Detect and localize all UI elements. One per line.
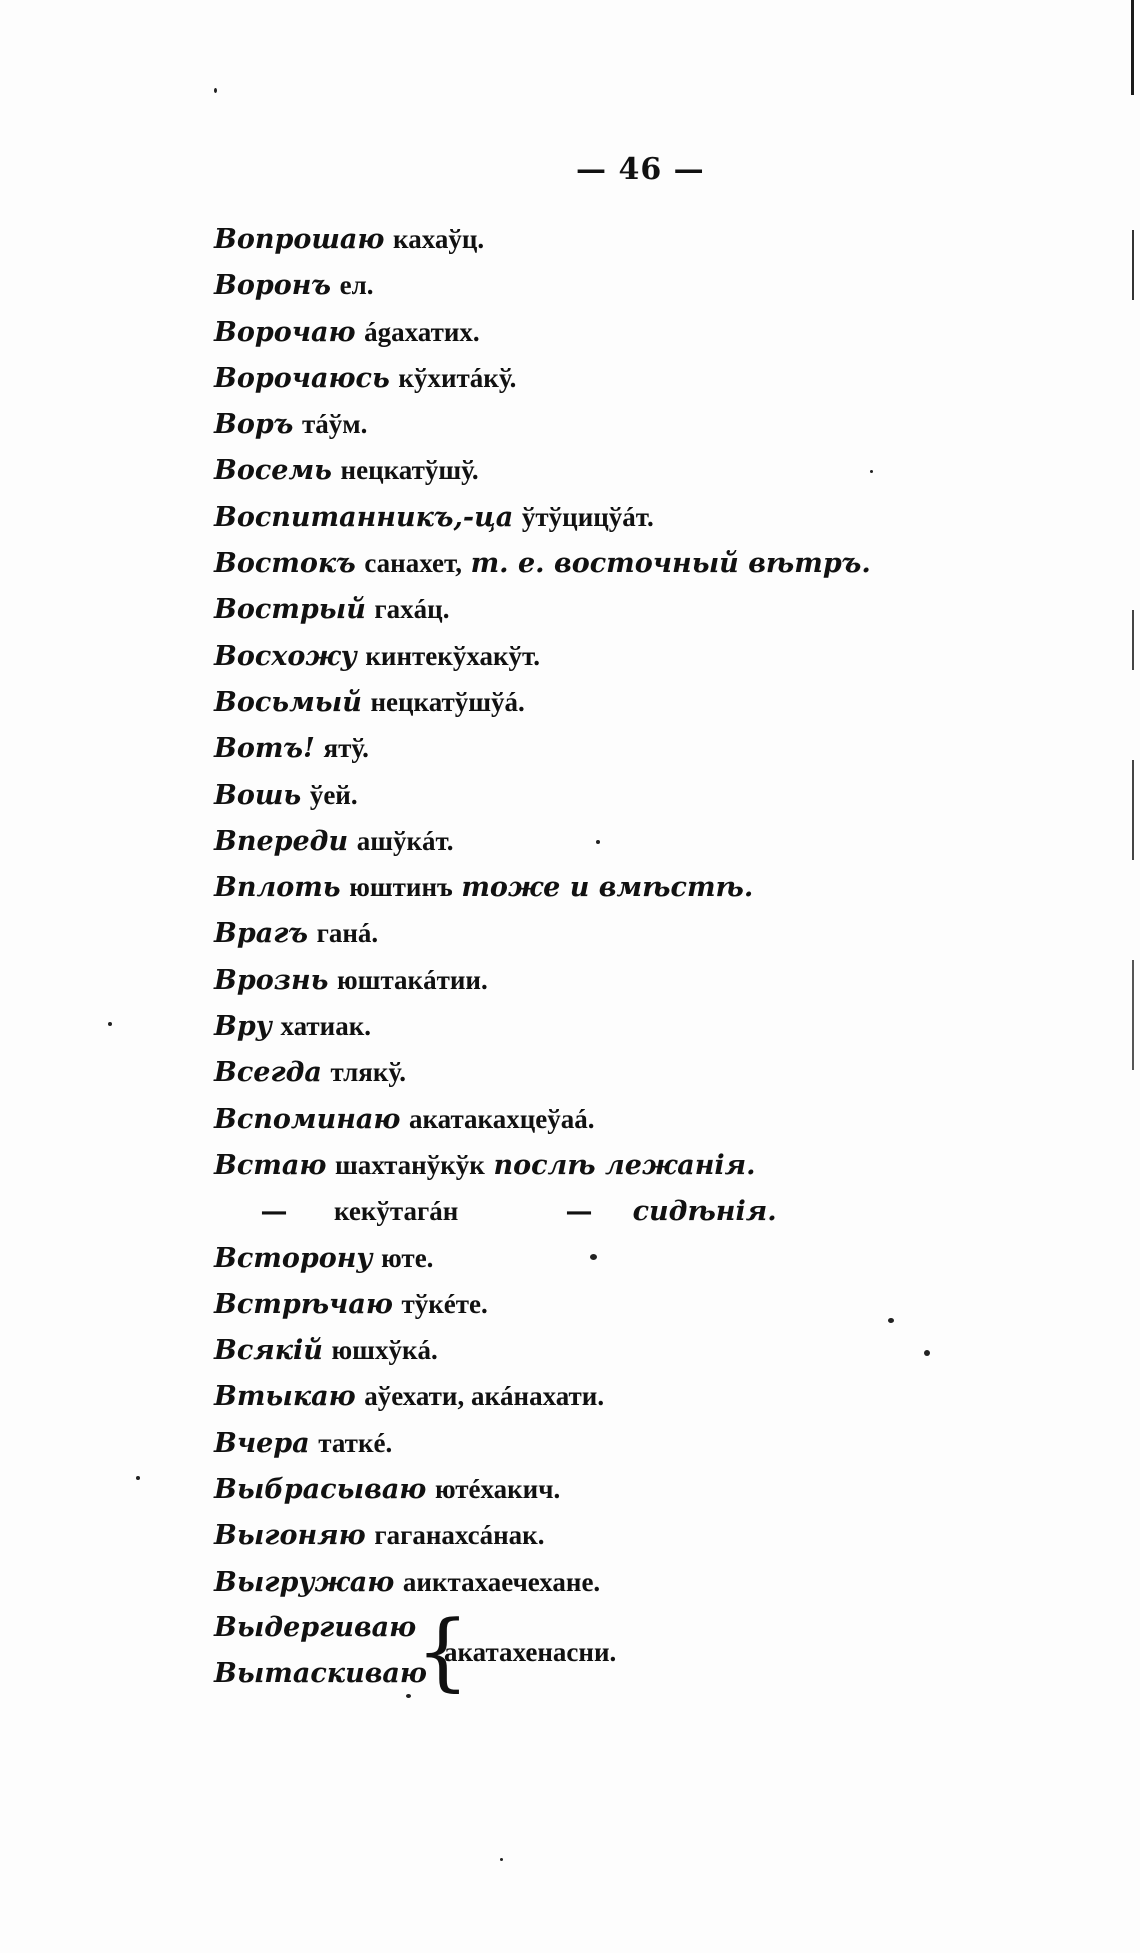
entry-headword: Выбрасываю [214,1474,427,1506]
scan-speck [406,1694,411,1698]
scan-speck [108,1022,112,1026]
entry-note: т. е. восточный вѣтръ. [470,548,871,580]
scan-edge-line [1132,610,1134,670]
dictionary-entry [214,1096,1074,1142]
entry-headword: Востокъ [214,548,356,580]
dictionary-entry [214,679,1074,725]
entry-translation: акатахенасни. [444,1636,617,1667]
page-number: — 46 — [576,152,705,187]
continuation-entry [214,1188,1074,1234]
scan-speck [888,1318,894,1323]
dictionary-entry [214,1142,1074,1188]
dictionary-entry [214,910,1074,956]
dictionary-entry [214,447,1074,493]
dictionary-entries [214,216,1074,1701]
entry-headword: Врознь [214,964,329,996]
dictionary-entry [214,957,1074,1003]
entry-headword: Встаю [214,1149,327,1181]
dictionary-entry [214,586,1074,632]
curly-brace: { [416,1601,470,1700]
dictionary-entry [214,401,1074,447]
entry-headword: Вошь [214,779,302,811]
entry-headword: Ворочаюсь [214,362,390,394]
entry-translation: гаганахсáнак. [374,1520,545,1551]
dictionary-entry [214,216,1074,262]
entry-translation: юшхўкá. [331,1335,438,1366]
entry-translation: кахаўц. [393,224,485,254]
entry-translation: акатакахцеўаá. [409,1103,595,1134]
entry-translation: таткé. [318,1427,393,1458]
dictionary-entry [214,725,1074,771]
scan-edge-line [1132,760,1134,860]
scan-edge-line [1131,0,1134,95]
dictionary-entry [214,1512,1074,1558]
dictionary-entry [214,355,1074,401]
dictionary-entry [214,1049,1074,1095]
dictionary-entry [214,1466,1074,1512]
entry-translation: кинтекўхакўт. [365,640,541,671]
entry-headword: Ворочаю [214,316,356,348]
scan-speck [924,1350,930,1356]
dictionary-entry [214,1281,1074,1327]
entry-translation: ятў. [323,733,369,764]
entry-translation: ганá. [316,918,379,949]
dictionary-entry [214,772,1074,818]
dictionary-entry [214,309,1074,355]
entry-headword: Встрѣчаю [214,1288,393,1320]
entry-translation: кекўтагáн [334,1196,459,1227]
entry-headword: Вспоминаю [214,1103,401,1135]
scan-speck [870,470,873,473]
entry-translation: гахáц. [374,594,450,625]
dictionary-entry [214,494,1074,540]
entry-headword: Втыкаю [214,1381,356,1413]
entry-headword: Восхожу [214,640,357,672]
entry-headword: Всторону [214,1242,373,1274]
scan-speck [590,1254,597,1260]
entry-note: тоже и вмѣстѣ. [461,872,754,904]
brace-entry-group [214,1601,1074,1701]
ditto-dash: — [260,1196,288,1228]
entry-translation: ágaхатих. [364,316,480,347]
entry-translation: шахтанўкўк [334,1149,485,1180]
entry-headword: Воръ [214,409,294,441]
entry-headword: Воронъ [214,270,332,302]
entry-headword: Вытаскиваю [214,1657,427,1689]
entry-translation: тáўм. [301,409,368,440]
dictionary-entry [214,864,1074,910]
entry-translation: ўтўцицўáт. [521,501,654,532]
entry-headword: Впереди [214,825,349,857]
entry-translation: хатиак. [280,1011,372,1042]
entry-translation: тлякў. [330,1057,406,1088]
entry-translation: тўкéте. [401,1288,488,1319]
entry-headword: Вчера [214,1427,310,1459]
entry-translation: аиктахаечехане. [402,1566,601,1597]
scan-speck [136,1476,140,1480]
entry-translation: санахет, [364,548,463,579]
scan-edge-line [1132,960,1134,1070]
scan-edge-line [1132,230,1134,300]
entry-headword: Всегда [214,1057,322,1089]
entry-translation: юштинъ [349,872,453,903]
entry-translation: кўхитáкў. [398,362,517,393]
entry-headword: Вплоть [214,872,341,904]
entry-headword: Восемь [214,455,332,487]
entry-headword: Выдергиваю [214,1611,417,1643]
entry-note: послѣ лежанія. [493,1149,756,1181]
entry-translation: ютéхакич. [434,1474,561,1505]
scan-speck [214,88,217,93]
dictionary-entry [214,633,1074,679]
dictionary-entry [214,262,1074,308]
entry-headword: Воспитанникъ,-ца [214,501,514,533]
entry-headword: Восьмый [214,686,362,718]
scan-speck [596,840,600,844]
dictionary-entry [214,1420,1074,1466]
entry-headword: Вотъ! [214,733,315,765]
dictionary-entry [214,1235,1074,1281]
entry-translation: ел. [339,270,374,301]
dictionary-entry [214,818,1074,864]
dictionary-entry [214,540,1074,586]
entry-translation: ашўкáт. [356,825,454,856]
ditto-dash: — [565,1196,593,1228]
entry-translation: ўей. [309,779,358,810]
entry-translation: юштакáтии. [337,964,488,995]
entry-headword: Вопрошаю [214,224,385,255]
entry-headword: Вострый [214,594,366,626]
dictionary-entry [214,1003,1074,1049]
entry-headword: Всякій [214,1335,323,1367]
dictionary-entry [214,1373,1074,1419]
entry-headword: Врагъ [214,918,309,950]
dictionary-entry [214,1559,1074,1605]
entry-translation: нецкатўшўá. [370,686,525,717]
scan-speck [500,1858,503,1861]
entry-note: сидѣнія. [632,1196,777,1228]
entry-headword: Выгоняю [214,1520,366,1552]
entry-translation: юте. [381,1242,434,1273]
entry-headword: Вру [214,1011,272,1043]
entry-translation: нецкатўшў. [340,455,479,486]
entry-translation: аўехати, акáнахати. [364,1381,605,1412]
dictionary-entry [214,1327,1074,1373]
entry-headword: Выгружаю [214,1566,395,1598]
